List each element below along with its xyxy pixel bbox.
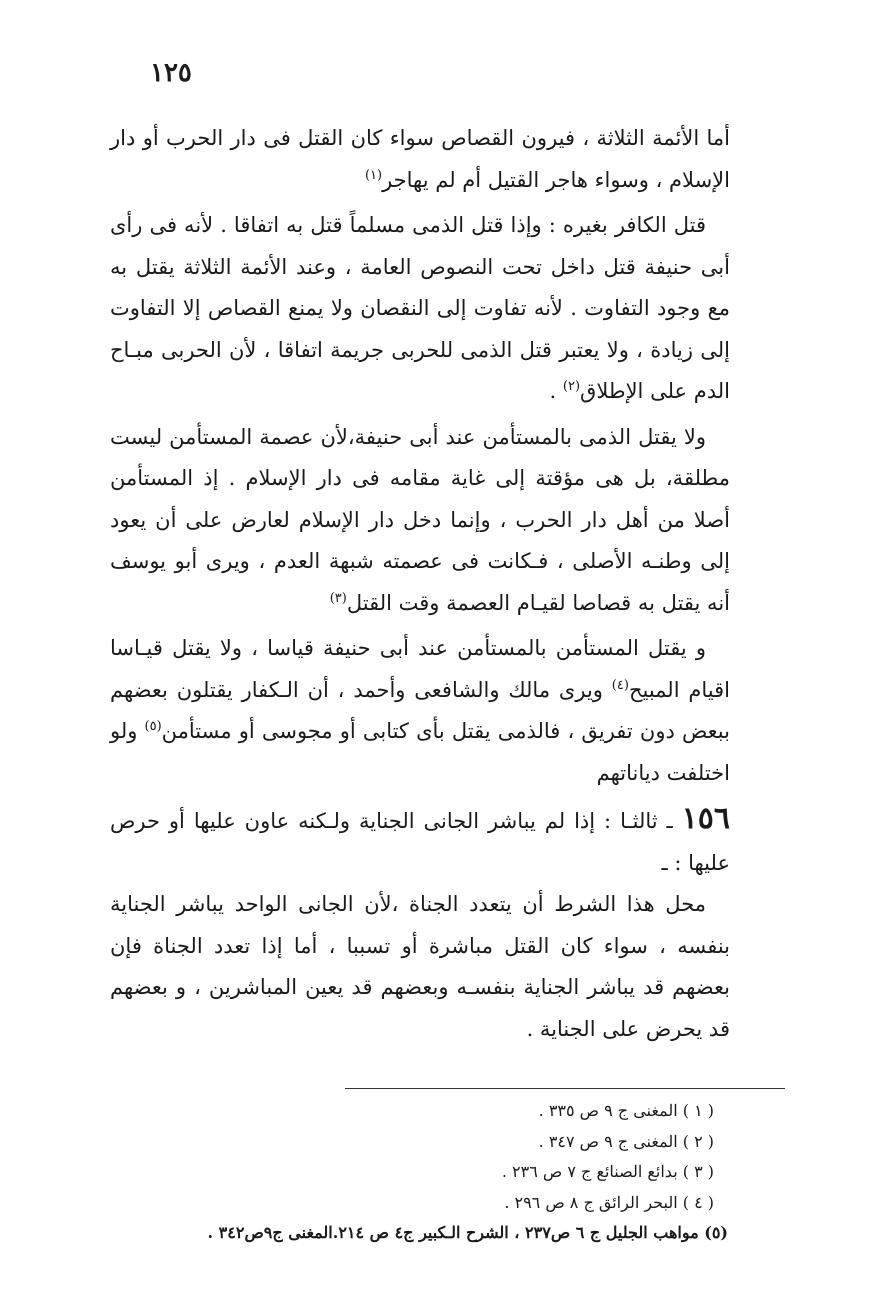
footnote-ref-2: (٢) [562, 379, 581, 394]
paragraph-4-text: و يقتل المستأمن بالمستأمن عند أبى حنيفة قياسا ، ولا يقتل قيـاسا اقيام المبيح [110, 636, 731, 702]
paragraph-4 [110, 628, 730, 794]
footnote-ref-5: (٥) [144, 719, 162, 734]
paragraph-4-text-continued: ويرى مالك والشافعى وأحمد ، أن الـكفار يقتلون بعضهم ببعض دون تفريق ، فالذمى يقتل بأى كتابى أو مجوسى أو مستأمن [110, 677, 730, 743]
footnotes [110, 1096, 728, 1249]
footnote-ref-3: (٣) [329, 590, 347, 606]
body-text [110, 118, 730, 1054]
footnote-1: ( ١ ) المغنى ج ٩ ص ٣٣٥ . [538, 1101, 714, 1120]
footnote-4: ( ٤ ) البحر الرائق ج ٨ ص ٢٩٦ . [504, 1192, 714, 1212]
paragraph-1-text: أما الأئمة الثلاثة ، فيرون القصاص سواء كان القتل فى دار الحرب أو دار الإسلام ، وسواء هاجر القتيل أم لم يهاجر [110, 126, 730, 192]
paragraph-3 [110, 417, 730, 625]
section-heading [110, 798, 730, 884]
footnote-ref-1: (١) [364, 167, 383, 183]
paragraph-2 [110, 205, 730, 413]
paragraph-3-text: ولا يقتل الذمى بالمستأمن عند أبى حنيفة،لأن عصمة المستأمن ليست مطلقة، بل هى مؤقتة إلى غاية مقامه فى دار الإسلام . إذ المستأمن أصلا من أهل دار الحرب ، وإنما دخل دار الإسلام لعارض على أن يعود إلى وطنـه الأصلى ، فـكانت فى عصمته شبهة العدم ، ويرى أبو يوسف أنه يقتل به قصاصا لقيـام العصمة وقت القتل [110, 424, 730, 615]
section-title: ـ ثالثـا : إذا لم يباشر الجانى الجناية ولـكنه عاون عليها أو حرص عليها : ـ [110, 809, 730, 875]
footnote-2: ( ٢ ) المغنى ج ٩ ص ٣٤٧ . [538, 1131, 714, 1151]
paragraph-4-tail: ولو اختلفت دياناتهم [110, 719, 730, 785]
paragraph-1 [110, 118, 730, 201]
footnote-3: ( ٣ ) بدائع الصنائع ج ٧ ص ٢٣٦ . [501, 1162, 714, 1181]
footnote-divider [345, 1088, 785, 1089]
footnote-5: (٥) مواهب الجليل ج ٦ ص٢٣٧ ، الشرح الـكبير ج٤ ص ٢١٤.المغنى ج٩ص٣٤٢ . [207, 1223, 728, 1242]
paragraph-2-tail: . [549, 379, 563, 403]
footnote-ref-4: (٤) [611, 677, 629, 693]
section-number: ١٥٦ [681, 801, 730, 836]
paragraph-2-text: قتل الكافر بغيره : وإذا قتل الذمى مسلماً قتل به اتفاقا . لأنه فى رأى أبى حنيفة قتل داخل تحت النصوص العامة ، وعند الأئمة الثلاثة يقتل به مع وجود التفاوت . لأنه تفاوت إلى النقصان ولا يمنع القصاص إلا التفاوت إلى زيادة ، ولا يعتبر قتل الذمى للحربى جريمة اتفاقا ، لأن الحربى مبـاح الدم على الإطلاق [110, 213, 730, 403]
paragraph-5: محل هذا الشرط أن يتعدد الجناة ،لأن الجانى الواحد يباشر الجناية بنفسه ، سواء كان القتل مباشرة أو تسببا ، أما إذا تعدد الجناة فإن بعضهم قد يباشر الجناية بنفسـه وبعضهم قد يعين المباشرين ، و بعضهم قد يحرض على الجناية . [110, 892, 730, 1041]
page-number: ١٢٥ [150, 58, 192, 88]
